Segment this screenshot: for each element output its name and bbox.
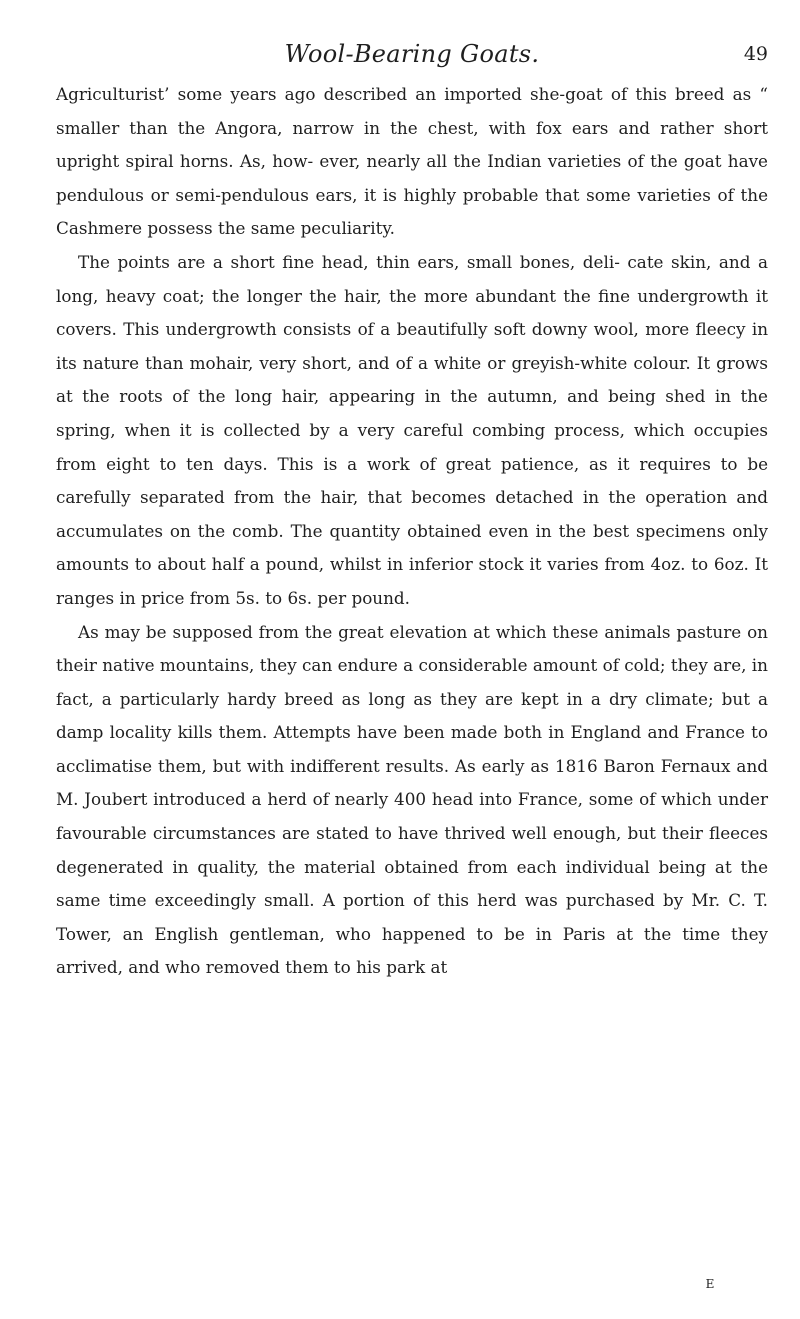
paragraph-continuation: Agriculturist’ some years ago described an imported she-goat of this breed as “ smaller than the Angora, narrow in the chest, with fox ears and rather short upright spiral horns. As, how- ever, nearly all the Indian varieties of the goat have pendulous or semi-pendulous ears, it is highly probable that some varieties of the Cashmere possess the same peculiarity.: [56, 84, 768, 239]
page-number: 49: [743, 43, 768, 65]
signature-mark: E: [705, 1277, 715, 1291]
running-title: Wool-Bearing Goats.: [284, 40, 540, 68]
running-head: [56, 34, 768, 74]
paragraph-points: The points are a short fine head, thin ears, small bones, deli- cate skin, and a long, heavy coat; the longer the hair, the more abundant the fine undergrowth it covers. This undergrowth consists of a beautifully soft downy wool, more fleecy in its nature than mohair, very short, and of a white or greyish-white colour. It grows at the roots of the long hair, appearing in the autumn, and being shed in the spring, when it is collected by a very careful combing process, which occupies from eight to ten days. This is a work of great patience, as it requires to be carefully separated from the hair, that becomes detached in the operation and accumulates on the comb. The quantity obtained even in the best specimens only amounts to about half a pound, whilst in inferior stock it varies from 4oz. to 6oz. It ranges in price from 5s. to 6s. per pound.: [56, 251, 768, 608]
body-text: [56, 78, 768, 985]
paragraph-acclimatisation: As may be supposed from the great elevation at which these animals pasture on their native mountains, they can endure a considerable amount of cold; they are, in fact, a particularly hardy breed as long as they are kept in a dry climate; but a damp locality kills them. Attempts have been made both in England and France to acclimatise them, but with indifferent results. As early as 1816 Baron Fernaux and M. Joubert introduced a herd of nearly 400 head into France, some of which under favourable circumstances are stated to have thrived well enough, but their fleeces degenerated in quality, the material obtained from each individual being at the same time exceedingly small. A portion of this herd was purchased by Mr. C. T. Tower, an English gentleman, who happened to be in Paris at the time they arrived, and who removed them to his park at: [56, 621, 768, 978]
